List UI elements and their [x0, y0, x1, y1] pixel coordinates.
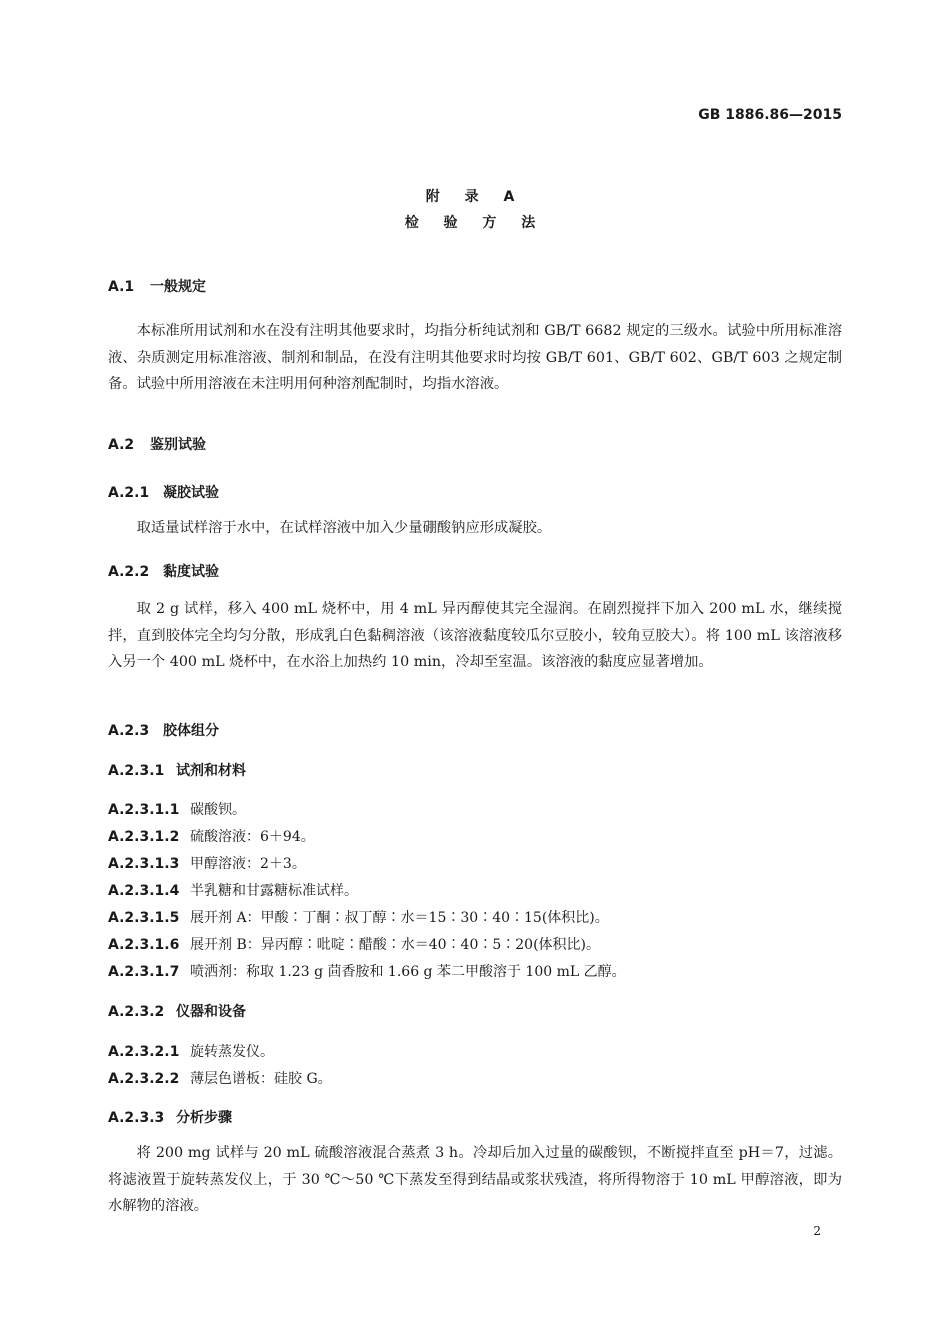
section-heading-a23 [108, 720, 219, 740]
section-heading-a21 [108, 482, 219, 502]
section-number: A.1 [108, 279, 135, 295]
section-number: A.2.2 [108, 564, 150, 580]
section-heading-a233 [108, 1107, 232, 1127]
list-item [108, 826, 315, 846]
section-label: 分析步骤 [176, 1110, 232, 1126]
section-number: A.2.1 [108, 485, 150, 501]
section-number: A.2.3.1 [108, 763, 165, 779]
list-item [108, 880, 358, 900]
section-heading-a1 [108, 276, 206, 296]
section-label: 黏度试验 [163, 564, 219, 580]
paragraph-viscosity-test: 取 2 g 试样，移入 400 mL 烧杯中，用 4 mL 异丙醇使其完全湿润。在剧烈搅拌下加入 200 mL 水，继续搅拌，直到胶体完全均匀分散，形成乳白色黏稠溶液（该溶液黏度较瓜尔豆胶小，较角豆胶大）。将 100 mL 该溶液移入另一个 400 mL 烧杯中，在水浴上加热约 10 min，冷却至室温。该溶液的黏度应显著增加。 [108, 601, 842, 670]
list-item [108, 799, 246, 819]
paragraph-general-rules: 本标准所用试剂和水在没有注明其他要求时，均指分析纯试剂和 GB/T 6682 规定的三级水。试验中所用标准溶液、杂质测定用标准溶液、制剂和制品，在没有注明其他要求时均按 GB/T 601、GB/T 602、GB/T 603 之规定制备。试验中所用溶液在未注明用何种溶剂配制时，均指水溶液。 [108, 323, 842, 392]
item-number: A.2.3.1.5 [108, 910, 180, 926]
section-label: 凝胶试验 [163, 485, 219, 501]
section-label: 试剂和材料 [176, 763, 246, 779]
item-text: 展开剂 B：异丙醇∶吡啶∶醋酸∶水＝40∶40∶5∶20(体积比)。 [190, 937, 601, 953]
item-number: A.2.3.1.2 [108, 829, 180, 845]
list-item [108, 853, 306, 873]
item-number: A.2.3.1.4 [108, 883, 180, 899]
list-item [108, 961, 626, 981]
section-number: A.2 [108, 437, 135, 453]
item-text: 薄层色谱板：硅胶 G。 [190, 1071, 332, 1087]
item-number: A.2.3.2.1 [108, 1044, 180, 1060]
paragraph-gel-test: 取适量试样溶于水中，在试样溶液中加入少量硼酸钠应形成凝胶。 [136, 520, 552, 536]
section-label: 胶体组分 [163, 723, 219, 739]
list-item [108, 1041, 274, 1061]
standard-code: GB 1886.86—2015 [698, 107, 842, 123]
item-text: 甲醇溶液：2＋3。 [190, 856, 306, 872]
section-label: 仪器和设备 [176, 1004, 246, 1020]
section-heading-a231 [108, 760, 246, 780]
section-heading-a232 [108, 1001, 246, 1021]
paragraph-analysis-steps: 将 200 mg 试样与 20 mL 硫酸溶液混合蒸煮 3 h。冷却后加入过量的碳酸钡，不断搅拌直至 pH＝7，过滤。将滤液置于旋转蒸发仪上，于 30 ℃～50 ℃下蒸发至得到结晶或浆状残渣，将所得物溶于 10 mL 甲醇溶液，即为水解物的溶液。 [108, 1145, 842, 1214]
item-text: 碳酸钡。 [190, 802, 246, 818]
item-number: A.2.3.1.3 [108, 856, 180, 872]
item-text: 半乳糖和甘露糖标准试样。 [190, 883, 358, 899]
list-item [108, 1068, 332, 1088]
section-number: A.2.3.3 [108, 1110, 165, 1126]
page-number: 2 [813, 1224, 821, 1238]
section-heading-a22 [108, 561, 219, 581]
section-label: 一般规定 [150, 279, 206, 295]
item-number: A.2.3.1.7 [108, 964, 180, 980]
appendix-subtitle: 检 验 方 法 [404, 215, 546, 231]
item-text: 硫酸溶液：6＋94。 [190, 829, 315, 845]
appendix-title: 附 录 A [425, 189, 525, 205]
item-text: 旋转蒸发仪。 [190, 1044, 274, 1060]
list-item [108, 907, 609, 927]
item-number: A.2.3.1.1 [108, 802, 180, 818]
section-number: A.2.3.2 [108, 1004, 165, 1020]
section-heading-a2 [108, 434, 206, 454]
section-number: A.2.3 [108, 723, 150, 739]
list-item [108, 934, 600, 954]
item-number: A.2.3.1.6 [108, 937, 180, 953]
item-text: 展开剂 A：甲酸∶丁酮∶叔丁醇∶水＝15∶30∶40∶15(体积比)。 [190, 910, 609, 926]
item-text: 喷洒剂：称取 1.23 g 茴香胺和 1.66 g 苯二甲酸溶于 100 mL 乙醇。 [190, 964, 626, 980]
section-label: 鉴别试验 [150, 437, 206, 453]
item-number: A.2.3.2.2 [108, 1071, 180, 1087]
